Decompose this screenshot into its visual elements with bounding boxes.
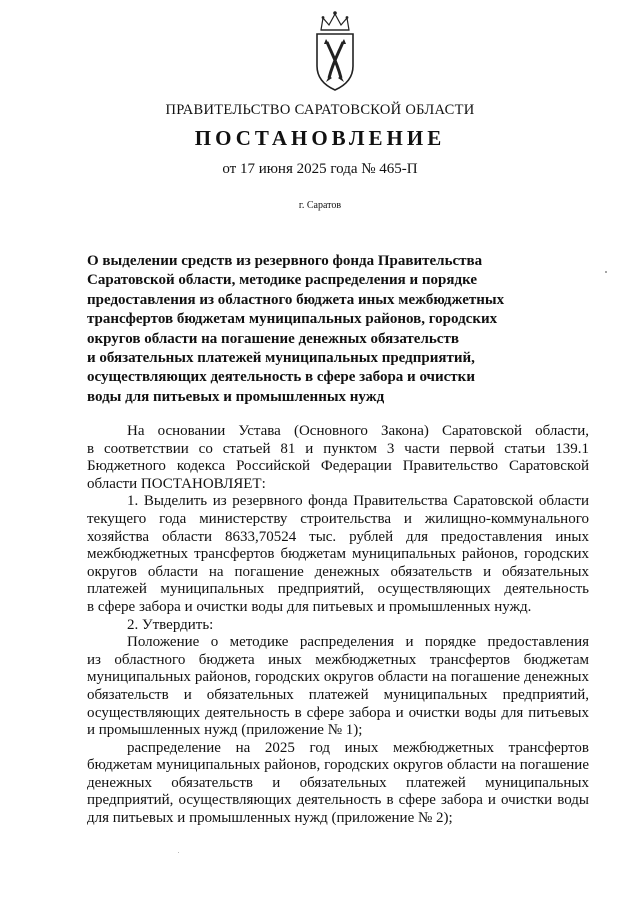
body-line: и промышленных нужд (приложение № 1); bbox=[87, 722, 363, 739]
body-line: распределение на 2025 год иных межбюджетных трансфертов bbox=[127, 739, 589, 756]
body-line: межбюджетных трансфертов бюджетам муниципальных районов, городских bbox=[87, 546, 589, 563]
document-city: г. Саратов bbox=[298, 200, 342, 211]
title-line: воды для питьевых и промышленных нужд bbox=[87, 388, 385, 405]
body-line: текущего года министерству строительства и жилищно-коммунального bbox=[87, 510, 589, 527]
document-date-number: от 17 июня 2025 года № 465-П bbox=[222, 161, 418, 177]
body-line: для питьевых и промышленных нужд (приложение № 2); bbox=[87, 810, 453, 827]
body-line: муниципальных районов, городских округов области на погашение денежных bbox=[87, 669, 589, 686]
body-line: в сфере забора и очистки воды для питьевых и промышленных нужд. bbox=[87, 598, 532, 615]
organization-name: ПРАВИТЕЛЬСТВО САРАТОВСКОЙ ОБЛАСТИ bbox=[165, 102, 475, 118]
body-line: 1. Выделить из резервного фонда Правительства Саратовской области bbox=[127, 493, 589, 510]
document-type: ПОСТАНОВЛЕНИЕ bbox=[194, 126, 446, 150]
body-line: округов области на погашение денежных обязательств и обязательных bbox=[87, 563, 589, 580]
body-line: осуществляющих деятельность в сфере забора и очистки воды для питьевых bbox=[87, 704, 589, 721]
scan-speck bbox=[178, 852, 179, 853]
document-title bbox=[87, 252, 505, 407]
body-line: Бюджетного кодекса Российской Федерации Правительство Саратовской bbox=[87, 458, 589, 475]
title-line: предоставления из областного бюджета иных межбюджетных bbox=[87, 291, 505, 308]
body-line: области ПОСТАНОВЛЯЕТ: bbox=[87, 475, 266, 492]
body-line: предприятий, осуществляющих деятельность в сфере забора и очистки воды bbox=[87, 792, 589, 809]
body-line: 2. Утвердить: bbox=[127, 616, 214, 633]
title-line: округов области на погашение денежных обязательств bbox=[87, 330, 459, 347]
title-line: Саратовской области, методике распределения и порядке bbox=[87, 272, 478, 289]
body-line: Положение о методике распределения и порядке предоставления bbox=[127, 634, 589, 651]
document-body bbox=[87, 423, 589, 828]
body-line: в соответствии со статьей 81 и пунктом 3 части первой статьи 139.1 bbox=[87, 440, 589, 457]
title-line: осуществляющих деятельность в сфере забора и очистки bbox=[87, 369, 475, 386]
scan-speck bbox=[605, 271, 607, 273]
body-line: хозяйства области 8633,70524 тыс. рублей для предоставления иных bbox=[87, 528, 589, 545]
title-line: и обязательных платежей муниципальных предприятий, bbox=[87, 350, 475, 367]
body-line: платежей муниципальных предприятий, осуществляющих деятельность bbox=[87, 581, 589, 598]
saratov-coat-of-arms-icon bbox=[307, 8, 363, 94]
title-line: трансфертов бюджетам муниципальных районов, городских bbox=[87, 311, 498, 328]
body-line: На основании Устава (Основного Закона) Саратовской области, bbox=[127, 423, 589, 439]
title-line: О выделении средств из резервного фонда Правительства bbox=[87, 253, 483, 269]
body-line: обязательств и обязательных платежей муниципальных предприятий, bbox=[87, 686, 589, 703]
body-line: из областного бюджета иных межбюджетных трансфертов бюджетам bbox=[87, 651, 589, 668]
body-line: денежных обязательств и обязательных платежей муниципальных bbox=[87, 774, 589, 791]
body-line: бюджетам муниципальных районов, городских округов области на погашение bbox=[87, 757, 589, 774]
